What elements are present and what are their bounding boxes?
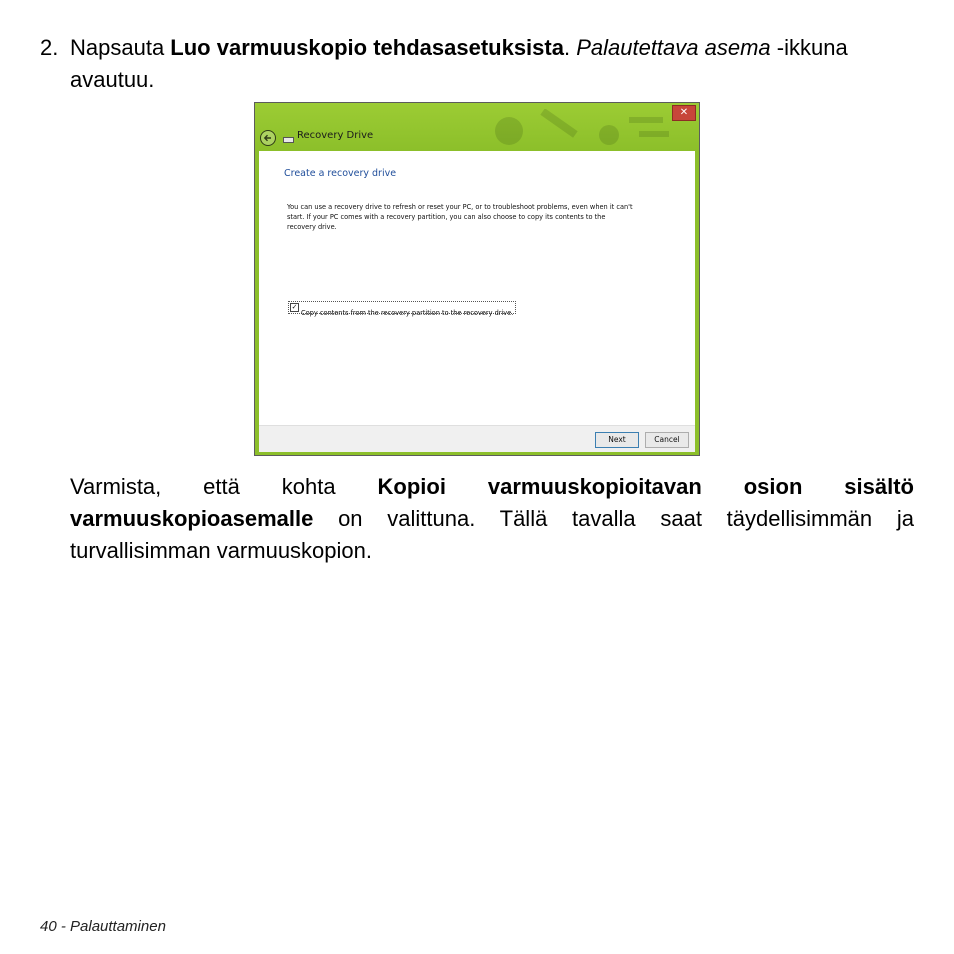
para-bold-1: Kopioi varmuuskopioitavan osion sisältö varmuuskopioasemalle xyxy=(70,474,914,531)
step-2 xyxy=(40,32,914,96)
para-text-1: Varmista, että kohta xyxy=(70,474,378,499)
step-number: 2. xyxy=(40,35,59,60)
step-text-1: Napsauta xyxy=(70,35,171,60)
step-text-3: -ikkuna avautuu. xyxy=(70,35,848,92)
dialog-content xyxy=(259,151,695,425)
titlebar-decoration-icon xyxy=(479,109,679,149)
checkmark-icon: ✓ xyxy=(291,304,298,311)
recovery-drive-screenshot xyxy=(254,102,700,456)
step-bold-1: Luo varmuuskopio tehdasasetuksista xyxy=(170,35,564,60)
page-footer: 40 - Palauttaminen xyxy=(40,918,166,935)
back-arrow-icon xyxy=(263,133,273,143)
instruction-paragraph xyxy=(70,471,914,567)
step-text xyxy=(70,32,914,96)
dialog-button-bar xyxy=(259,425,695,452)
step-italic-1: Palautettava asema xyxy=(576,35,771,60)
dialog-heading: Create a recovery drive xyxy=(284,168,397,179)
back-button[interactable] xyxy=(260,130,276,146)
para-text-2: on valittuna. Tällä tavalla saat täydellisimmän ja turvallisimman varmuuskopion. xyxy=(70,506,914,563)
cancel-button[interactable]: Cancel xyxy=(645,432,689,448)
next-button[interactable]: Next xyxy=(595,432,639,448)
copy-contents-label[interactable]: Copy contents from the recovery partition to the recovery drive. xyxy=(301,309,514,317)
window-titlebar xyxy=(255,103,699,151)
copy-contents-checkbox[interactable] xyxy=(290,303,299,312)
drive-icon xyxy=(283,137,294,143)
window-title: Recovery Drive xyxy=(297,130,374,141)
close-button[interactable]: ✕ xyxy=(672,105,696,121)
copy-contents-checkbox-row[interactable] xyxy=(288,301,516,317)
dialog-description: You can use a recovery drive to refresh or reset your PC, or to troubleshoot problems, even when it can't start. If your PC comes with a recovery partition, you can also choose to copy its contents to the recovery drive. xyxy=(287,203,633,231)
step-text-2: . xyxy=(563,35,577,60)
